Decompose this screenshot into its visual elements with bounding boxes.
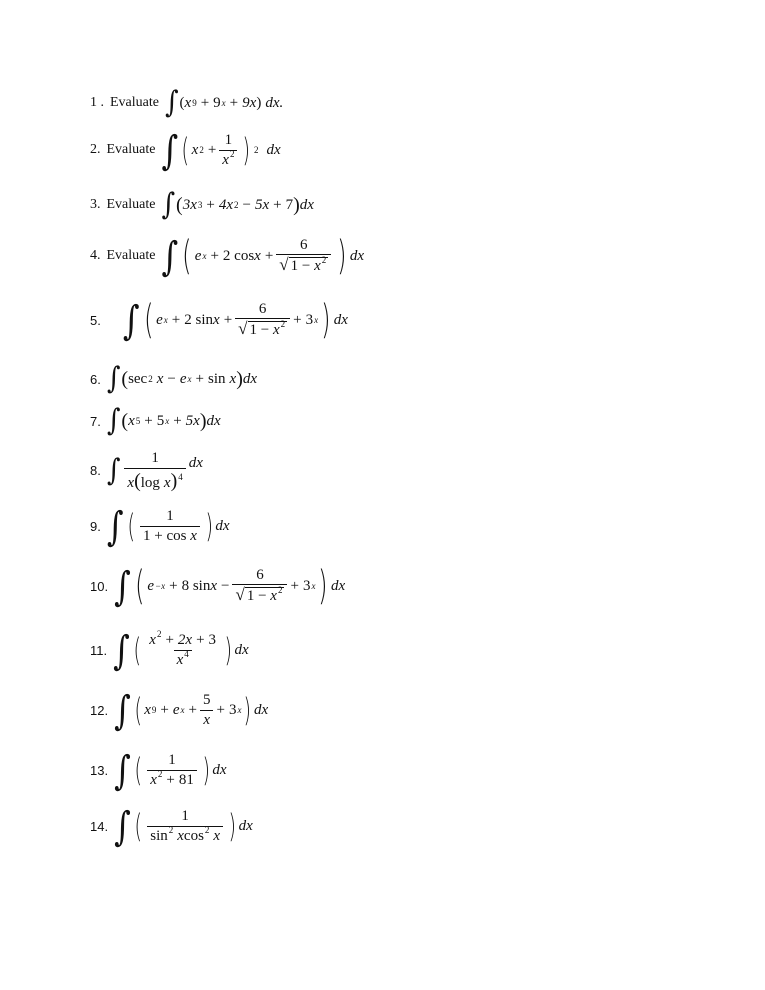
math-expression: ∫ ( $\frac{1}{\text{1 + cos x}}$ ) dx bbox=[106, 502, 230, 550]
math-expression: ∫ ( x 9 + 9 x + 9x ) dx. bbox=[164, 85, 284, 121]
integral-sign: ∫ bbox=[106, 453, 121, 488]
problem-3 bbox=[90, 187, 314, 223]
problem-number: 5. bbox=[90, 312, 101, 328]
problem-label: Evaluate bbox=[110, 95, 159, 110]
math-expression: ∫ ( x 2 + $\frac{1}{x^2}$ ) 2 dx bbox=[161, 126, 281, 174]
problem-number: 4. bbox=[90, 248, 101, 263]
problem-13 bbox=[90, 746, 227, 794]
problem-number: 12. bbox=[90, 702, 109, 718]
fraction: $\frac{5}{x}$ bbox=[200, 692, 214, 728]
problem-number: 6. bbox=[90, 371, 101, 387]
integral-sign: ∫ bbox=[106, 502, 124, 550]
integral-sign: ∫ bbox=[122, 296, 140, 344]
problem-number: 3. bbox=[90, 197, 101, 212]
math-expression: ∫ ( 3x 3 + 4x 2 − 5x + 7 ) dx bbox=[161, 187, 314, 223]
math-expression: ∫ ( x 9 + e x + $\frac{5}{x}$ + 3 x ) dx bbox=[114, 686, 269, 734]
fraction: 6 √ $1 - x^2$ bbox=[232, 567, 287, 605]
integral-sign: ∫ bbox=[114, 746, 131, 794]
math-expression: ∫ ( e x + 2 cos x + 6 √ $1 - x^2$ ) dx bbox=[161, 232, 365, 280]
problem-5 bbox=[90, 296, 348, 344]
problem-label: Evaluate bbox=[106, 197, 156, 212]
math-expression: ∫ ( $\frac{x^2 + 2x + 3}{x^4}$ ) dx bbox=[113, 626, 249, 674]
integral-sign: ∫ bbox=[161, 126, 179, 174]
problem-1 bbox=[90, 85, 284, 121]
problem-number: 13. bbox=[90, 762, 109, 778]
problem-8 bbox=[90, 450, 203, 492]
fraction: $\frac{x^2 + 2x + 3}{x^4}$ bbox=[149, 629, 217, 668]
integral-sign: ∫ bbox=[164, 85, 179, 121]
problem-10 bbox=[90, 562, 346, 610]
fraction: $\frac{1}{x^2 + 81}$ bbox=[147, 752, 197, 788]
math-expression: ∫ ( x 5 + 5 x + 5x ) dx bbox=[106, 403, 221, 439]
fraction: $\frac{1}{x(\log x)^4}$ bbox=[124, 450, 185, 492]
fraction: $\frac{1}{x^2}$ bbox=[219, 132, 237, 168]
problem-9 bbox=[90, 502, 230, 550]
integral-sign: ∫ bbox=[161, 187, 176, 223]
fraction: 6 √ $1 - x^2$ bbox=[235, 301, 290, 339]
problem-6 bbox=[90, 361, 258, 397]
integral-sign: ∫ bbox=[114, 686, 131, 734]
problem-label: Evaluate bbox=[106, 142, 156, 157]
integral-sign: ∫ bbox=[114, 802, 131, 850]
problem-2 bbox=[90, 126, 281, 174]
fraction: $\frac{1}{\sin^2 xcos^2 x}$ bbox=[147, 808, 223, 844]
problem-number: 2. bbox=[90, 142, 101, 157]
integral-sign: ∫ bbox=[113, 626, 130, 674]
math-expression: ∫ ( $\frac{1}{x^2 + 81}$ ) dx bbox=[114, 746, 227, 794]
fraction: $\frac{1}{\text{1 + cos x}}$ bbox=[140, 508, 200, 544]
problem-7 bbox=[90, 403, 221, 439]
math-expression: ∫ $\frac{1}{x(\log x)^4}$ dx bbox=[106, 450, 203, 492]
problem-number: 7. bbox=[90, 413, 101, 429]
math-expression: ∫ ( e −x + 8 sin x − 6 √ $1 - x^2$ + 3 x ) dx bbox=[114, 562, 346, 610]
math-expression: ∫ ( e x + 2 sin x + 6 √ $1 - x^2$ + 3 x ) dx bbox=[122, 296, 348, 344]
problem-11 bbox=[90, 626, 249, 674]
problem-4 bbox=[90, 232, 365, 280]
integral-sign: ∫ bbox=[106, 361, 121, 397]
problem-14 bbox=[90, 802, 253, 850]
math-expression: ∫ ( $\frac{1}{\sin^2 xcos^2 x}$ ) dx bbox=[114, 802, 253, 850]
problem-number: 9. bbox=[90, 518, 101, 534]
problem-label: Evaluate bbox=[106, 248, 156, 263]
math-expression: ∫ ( sec 2 x − e x + sin x ) dx bbox=[106, 361, 258, 397]
integral-sign: ∫ bbox=[106, 403, 121, 439]
integral-sign: ∫ bbox=[114, 562, 131, 610]
problem-number: 10. bbox=[90, 578, 109, 594]
problem-number: 14. bbox=[90, 818, 109, 834]
fraction: 6 √ $1 - x^2$ bbox=[276, 237, 331, 275]
problem-12 bbox=[90, 686, 269, 734]
problem-number: 1 . bbox=[90, 95, 104, 110]
integral-sign: ∫ bbox=[161, 232, 179, 280]
problem-number: 8. bbox=[90, 463, 101, 479]
problem-number: 11. bbox=[90, 642, 108, 658]
